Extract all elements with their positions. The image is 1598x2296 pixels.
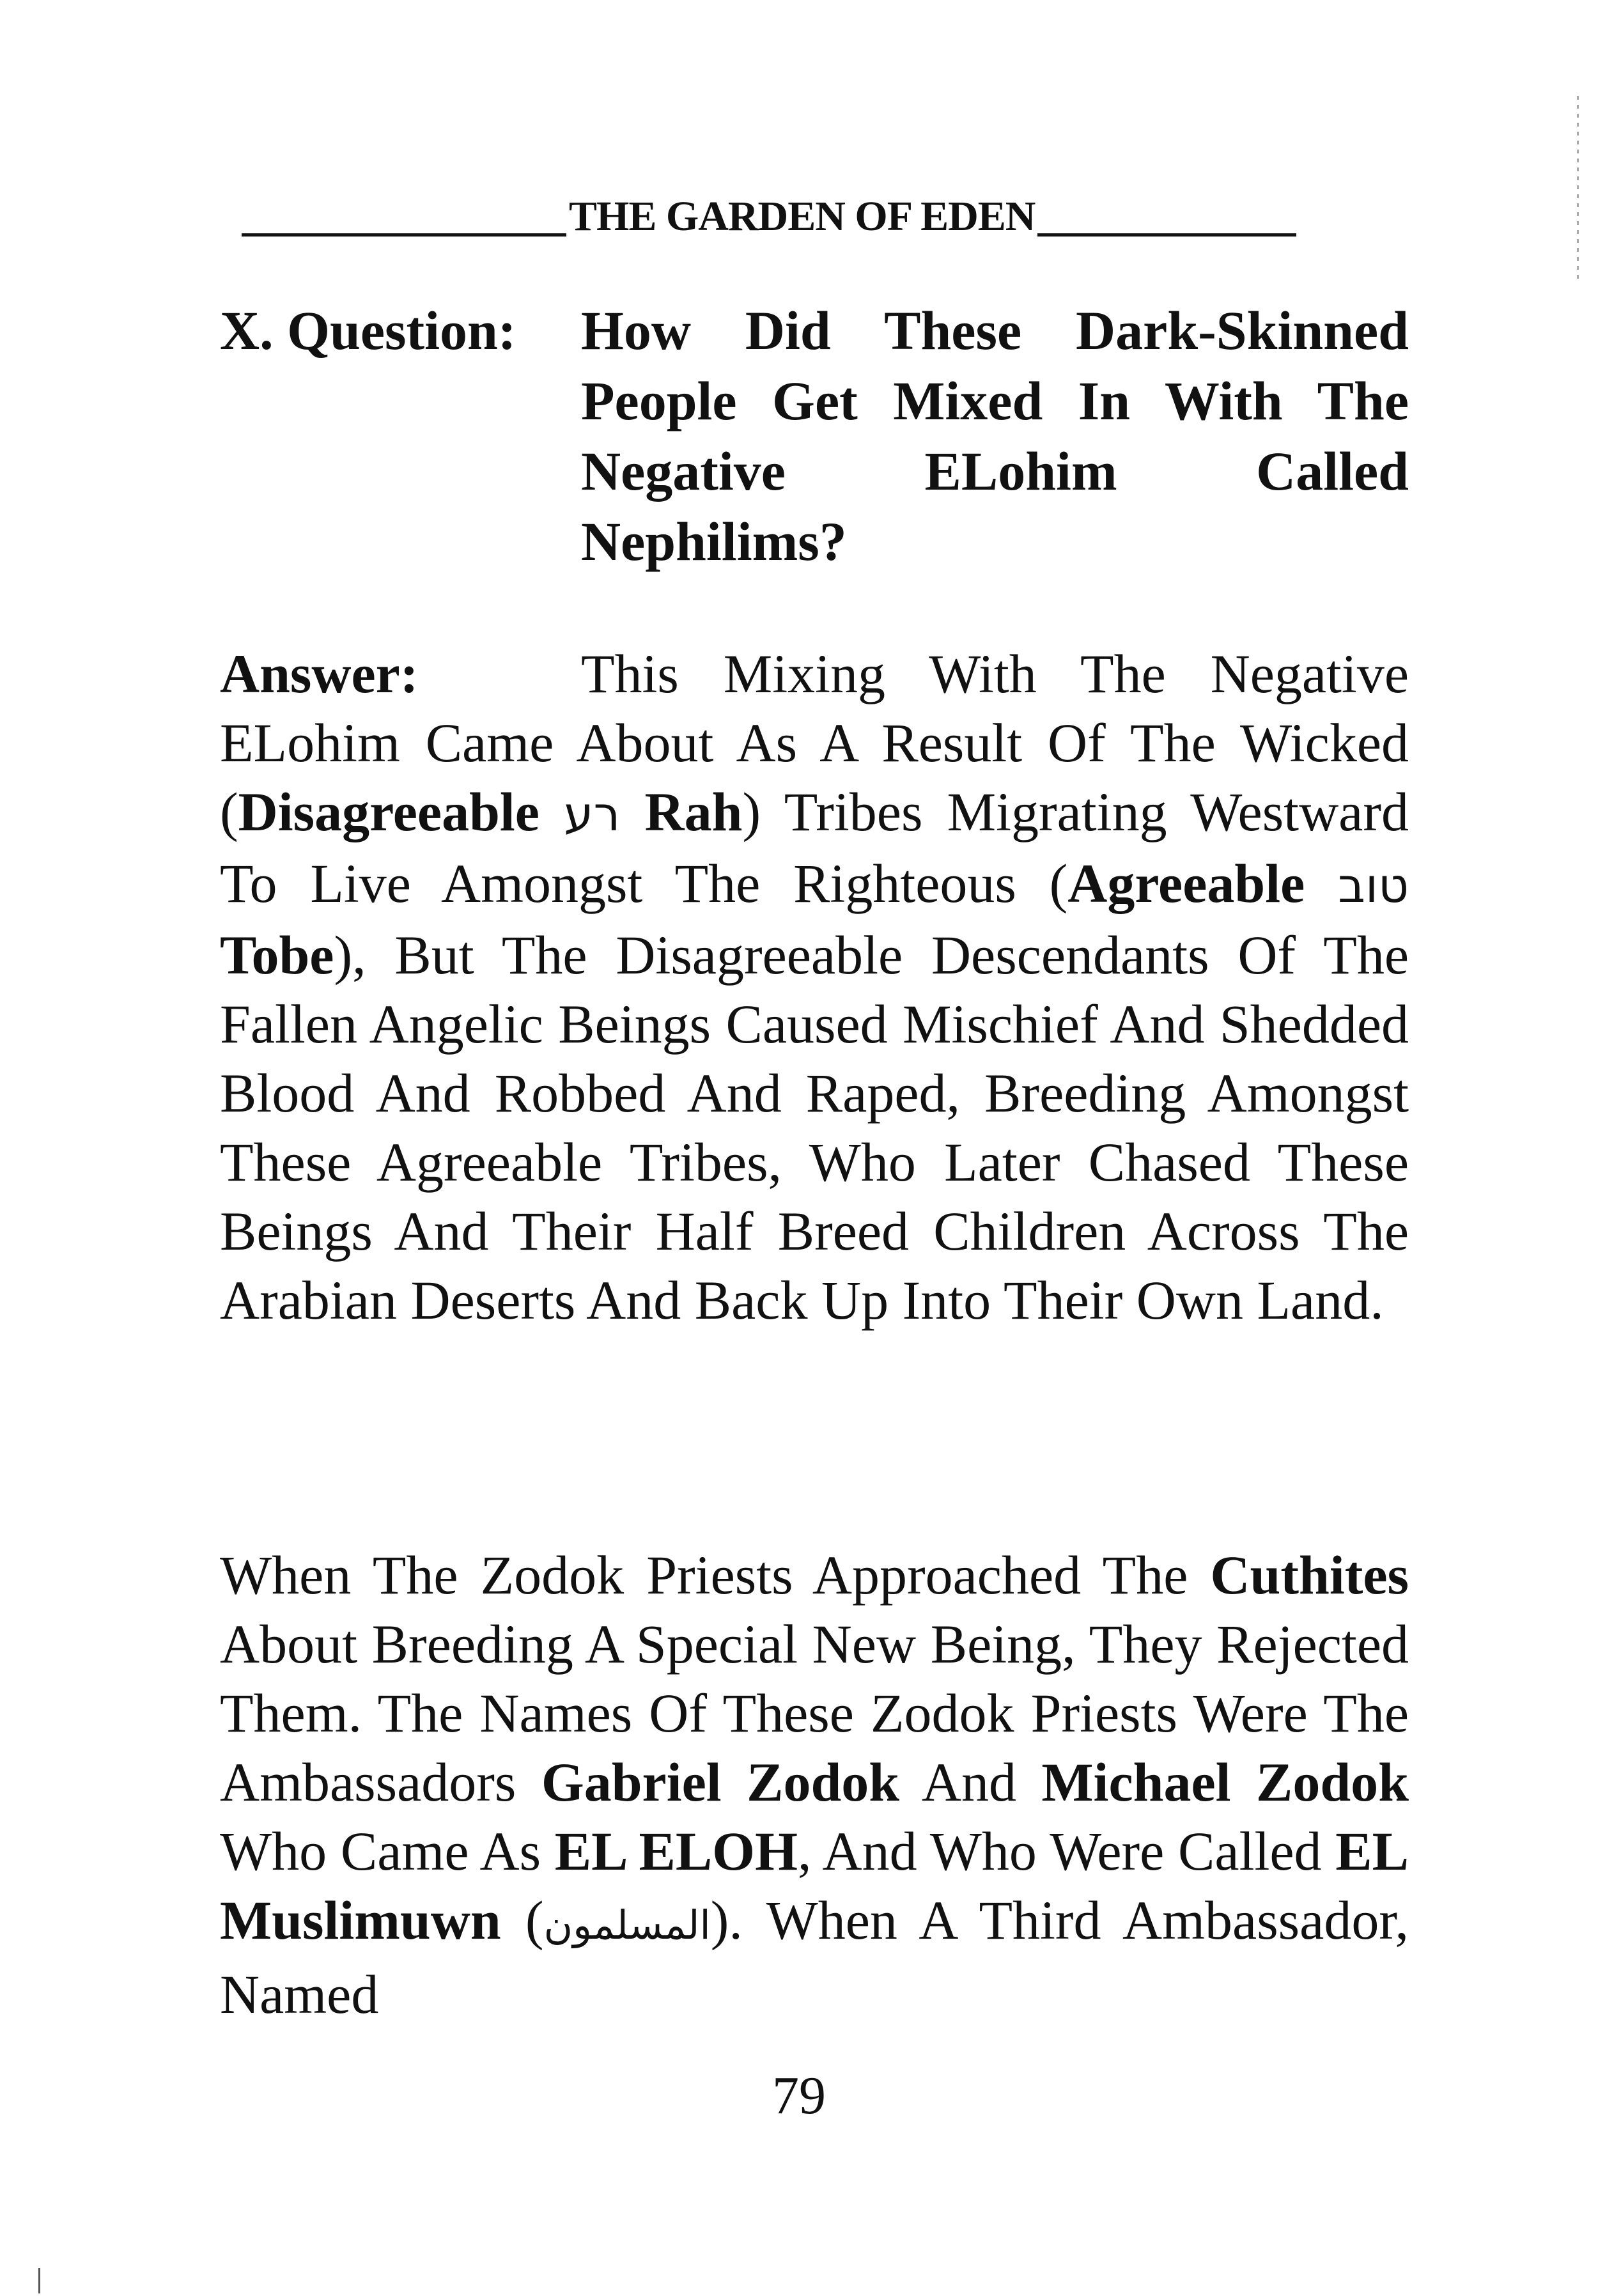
answer-bold-tobe: Tobe	[220, 924, 334, 986]
para2-text-3: And	[899, 1751, 1042, 1813]
header-rule-right	[1037, 233, 1296, 237]
para2-bold-gabriel: Gabriel Zodok	[541, 1751, 900, 1813]
header-rule-left	[242, 233, 566, 237]
hebrew-word-tobe: טוב	[1338, 858, 1409, 913]
para2-bold-el-eloh: EL ELOH	[554, 1820, 798, 1882]
page-number: 79	[772, 2066, 826, 2125]
scan-artifact-bottom	[38, 2268, 40, 2293]
answer-label: Answer:	[220, 643, 419, 704]
para2-bold-el-muslimuwn: EL Muslimuwn	[220, 1820, 1409, 1951]
para2-text-1: When The Zodok Priests Approached The	[220, 1544, 1211, 1606]
question-text: How Did These Dark-Skinned People Get Mixed In With The Negative ELohim Called Nephilims?	[581, 300, 1409, 572]
para2-bold-michael: Michael Zodok	[1041, 1751, 1409, 1813]
answer-text-1: This Mixing With The Negative ELohim Came About As A Result Of The Wicked (	[220, 643, 1409, 842]
answer-text-3: ), But The Disagreeable Descendants Of The Fallen Angelic Beings Caused Mischief And Shedded Blood And Robbed And Raped, Breeding Amongst These Agreeable Tribes, Who Later Chased These Beings And Their Half Breed Children Across The Arabian Deserts And Back Up Into Their Own Land.	[220, 924, 1409, 1331]
question-block	[220, 295, 1409, 577]
answer-paragraph	[220, 639, 1409, 1335]
question-label: X. Question:	[220, 300, 516, 361]
hebrew-word-rah: רע	[564, 787, 621, 842]
para2-bold-cuthites: Cuthites	[1210, 1544, 1409, 1606]
running-header	[242, 180, 1405, 238]
para2-text-4: Who Came As	[220, 1820, 555, 1882]
answer-bold-agreeable: Agreeable	[1067, 853, 1305, 914]
para2-text-5: , And Who Were Called	[797, 1820, 1336, 1882]
arabic-word-muslimuwn: المسلمون	[543, 1902, 711, 1948]
para2-text-7: ). When A Third Ambassador, Named	[220, 1889, 1409, 2025]
answer-bold-rah: Rah	[644, 781, 743, 842]
answer-text-2: ) Tribes Migrating Westward To Live Amongst The Righteous (	[220, 781, 1409, 914]
answer-bold-disagreeable: Disagreeable	[238, 781, 539, 842]
scan-artifact-right	[1577, 96, 1579, 281]
running-title: THE GARDEN OF EDEN	[569, 193, 1036, 240]
para2-text-6: (	[500, 1889, 544, 1951]
body-paragraph-2	[220, 1540, 1409, 2029]
para2-text-2: About Breeding A Special New Being, They Rejected Them. The Names Of These Zodok Priests Were The Ambassadors	[220, 1613, 1409, 1813]
